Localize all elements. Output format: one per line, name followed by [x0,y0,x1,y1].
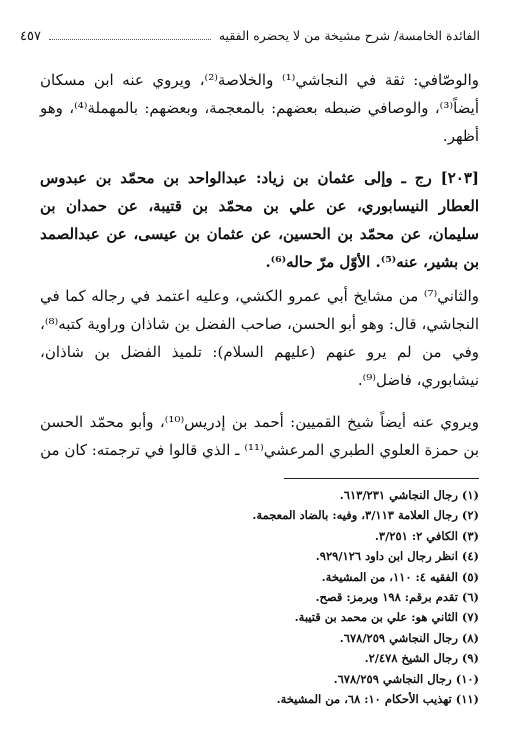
page-number: ٤٥٧ [20,29,41,44]
paragraph-wassafi: والوصّافي: ثقة في النجاشي⁽¹⁾ والخلاصة⁽²⁾، ويروي عنه ابن مسكان أيضاً⁽³⁾، والوصافي ضبطه بعضهم: بالمعجمة، وبعضهم: بالمهملة⁽⁴⁾، وهو أظهر. [40,71,479,145]
paragraph-second-narrator: والثاني⁽⁷⁾ من مشايخ أبي عمرو الكشي، وعليه اعتمد في رجاله كما في النجاشي، قال: وهو أبو الحسن، صاحب الفضل بن شاذان وراوية كتبه⁽⁸⁾، وفي من لم يرو عنهم (عليهم السلام): تلميذ الفضل بن شاذان، نيشابوري، فاضل⁽⁹⁾. [40,287,479,389]
footnote-1: (١) رجال النجاشي ٦١٣/٢٣١. [339,488,479,502]
footnote-2: (٢) رجال العلامة ٣/١١٣، وفيه: بالضاد المعجمة. [252,508,479,523]
running-header [20,28,480,45]
footnote-3: (٣) الكافي ٢: ٣/٢٥١. [374,528,479,543]
footnote-6: (٦) تقدم برقم: ١٩٨ وبرمز: قصح. [315,590,479,605]
footnote-9: (٩) رجال الشيخ ٢/٤٧٨. [364,651,479,666]
running-title: الفائدة الخامسة/ شرح مشيخة من لا يحضره الفقيه [218,28,480,43]
main-text [40,66,479,470]
footnote-11: (١١) تهذيب الأحكام ١٠: ٦٨، من المشيخة. [276,692,479,707]
footnote-7: (٧) الثاني هو: علي بن محمد بن قتيبة. [294,610,479,625]
paragraph-qummi-sheikh: ويروي عنه أيضاً شيخ القميين: أحمد بن إدريس⁽¹⁰⁾، وأبو محمّد الحسن بن حمزة العلوي الطبري المرعشي⁽¹¹⁾ ـ الذي قالوا في ترجمته: كان من [40,413,479,459]
footnote-4: (٤) انظر رجال ابن داود ٩٢٩/١٢٦. [315,549,479,564]
paragraph-entry-203: [٢٠٣] رج ـ وإلى عثمان بن زياد: عبدالواحد بن محمّد بن عبدوس العطار النيسابوري، عن علي بن محمّد بن قتيبة، عن حمدان بن سليمان، عن محمّد بن الحسين، عن عثمان بن عيسى، عن عبدالصمد بن بشير، عنه⁽⁵⁾. الأوّل مرّ حاله⁽⁶⁾. [40,169,479,271]
footnote-separator [284,478,479,479]
header-leader-dots [49,39,211,40]
footnotes [40,485,479,709]
footnote-10: (١٠) رجال النجاشي ٦٧٨/٢٥٩. [333,671,479,686]
footnote-8: (٨) رجال النجاشي ٦٧٨/٢٥٩. [339,630,479,645]
footnote-5: (٥) الفقيه ٤: ١١٠، من المشيخة. [321,569,479,584]
